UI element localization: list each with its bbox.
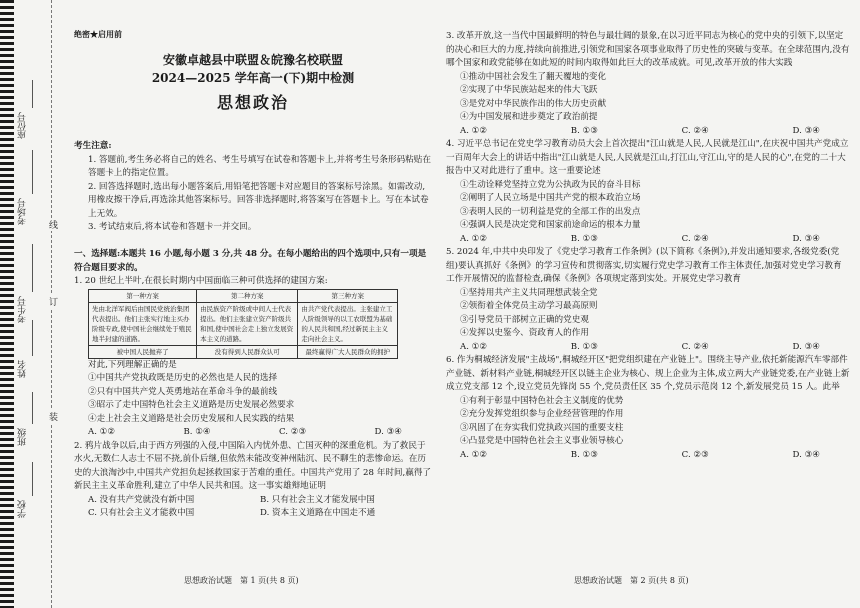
q6-statement: ②充分发挥党组织参与企业经营管理的作用: [460, 409, 624, 419]
cut-mark-ding: 订: [47, 297, 57, 306]
page-1: [74, 0, 432, 608]
notice-item: 1. 答题前,考生务必将自己的姓名、考生号填写在试卷和答题卡上,并将考生号条形码粘贴在答题卡上的指定位置。: [88, 154, 431, 178]
table-header: 第一种方案: [89, 289, 197, 302]
notice-item: 2. 回答选择题时,选出每小题答案后,用铅笔把答题卡对应题目的答案标号涂黑。如需改动,用橡皮擦干净后,再选涂其他答案标号。回答非选择题时,将答案写在答题卡上。写在本试卷上无效。: [88, 181, 429, 219]
question-4-stem: 4. 习近平总书记在党史学习教育动员大会上首次提出"江山就是人民,人民就是江山",在庆祝中国共产党成立一百周年大会上的讲话中指出"江山就是人民,人民就是江山,打江山,守江山,守的是人民的心",在党的二十大报告中又对此进行了重申。这一重要论述: [446, 139, 849, 176]
q3-option-c[interactable]: C. ②④: [681, 125, 709, 136]
table-cell: 最终赢得广大人民群众的拥护: [298, 345, 398, 358]
scheme-table: [88, 289, 398, 359]
q5-statement: ①坚持用共产主义共同理想武装全党: [460, 287, 598, 298]
q6-statement: ④凸显党是中国特色社会主义事业领导核心: [460, 436, 624, 446]
q4-statement: ①生动诠释党坚持立党为公执政为民的奋斗目标: [460, 179, 641, 190]
q3-statement: ④为中国发展和进步奠定了政治前提: [460, 112, 598, 122]
q3-option-b[interactable]: B. ①③: [570, 125, 598, 136]
q3-statement: ②实现了中华民族站起来的伟大飞跃: [460, 85, 598, 95]
q5-statement: ④发挥以史鉴今、资政育人的作用: [460, 328, 589, 338]
q4-statement: ②阐明了人民立场是中国共产党的根本政治立场: [460, 193, 641, 203]
question-2-stem: 2. 鸦片战争以后,由于西方列强的入侵,中国陷入内忧外患、亡国灭种的深重危机。为了救民于水火,无数仁人志士不屈不挠,前仆后继,但依然未能改变神州陆沉、民不聊生的悲惨命运。在历史的大浪淘沙中,中国共产党担负起拯救国家于苦难的重任。中国共产党用了 28 年时间,赢得了新民主主义革命胜利,建立了中华人民共和国。这一事实雄辩地证明: [74, 440, 432, 491]
q5-option-c[interactable]: C. ②④: [681, 341, 709, 352]
candidate-number-line: [32, 244, 34, 292]
seat-number-line: [32, 80, 34, 108]
q2-option-c[interactable]: C. 只有社会主义才能救中国: [88, 508, 195, 518]
school-line: [32, 462, 34, 496]
binding-strip: [0, 0, 14, 608]
page-1-footer: 思想政治试题 第 1 页(共 8 页): [184, 576, 299, 585]
q6-option-a[interactable]: A. ①②: [460, 449, 488, 460]
notice-title: 考生注意:: [74, 141, 112, 151]
q6-option-b[interactable]: B. ①③: [570, 449, 598, 460]
q2-option-b[interactable]: B. 只有社会主义才能发展中国: [260, 494, 375, 505]
section-one: [74, 248, 432, 521]
subject-title: 思想政治: [216, 93, 289, 112]
q4-statement: ④强调人民是决定党和国家前途命运的根本力量: [460, 220, 641, 230]
q5-option-a[interactable]: A. ①②: [460, 341, 488, 352]
q1-statement: ②只有中国共产党人英勇地站在革命斗争的最前线: [88, 386, 278, 397]
candidate-number-label: 考生号: [18, 296, 28, 323]
q6-option-c[interactable]: C. ②③: [681, 449, 709, 460]
exam-room-label: 考场号: [18, 198, 28, 225]
q3-option-d[interactable]: D. ③④: [792, 125, 820, 136]
q6-option-d[interactable]: D. ③④: [792, 449, 820, 460]
name-label: 姓名: [18, 360, 28, 378]
q4-statement: ③表明人民的一切利益是党的全部工作的出发点: [460, 206, 641, 217]
q5-options: [446, 341, 850, 355]
q5-statement: ②领衔着全体党员主动学习最高原则: [460, 301, 598, 311]
table-cell: 没有得到人民群众认可: [197, 345, 298, 358]
q5-option-b[interactable]: B. ①③: [570, 341, 598, 352]
binding-margin: [14, 0, 74, 608]
q4-option-c[interactable]: C. ②④: [681, 233, 709, 244]
q3-statement: ③是党对中华民族作出的伟大历史贡献: [460, 98, 607, 109]
q1-option-d[interactable]: D. ③④: [374, 427, 402, 437]
table-cell: 由民族资产阶级或中间人士代表提出。他们主张建立资产阶级共和国,使中国社会走上独立发展资本主义的道路。: [197, 302, 298, 345]
question-3: [446, 30, 850, 462]
question-1-prompt: 对此,下列理解正确的是: [88, 359, 177, 370]
table-cell: 被中国人民抛弃了: [89, 345, 197, 358]
q1-option-a[interactable]: A. ①②: [88, 427, 116, 437]
seat-number-label: 座位号: [18, 112, 28, 139]
q1-statement: ③昭示了走中国特色社会主义道路是历史发展必然要求: [88, 400, 295, 410]
section-instructions: 一、选择题:本题共 16 小题,每小题 3 分,共 48 分。在每小题给出的四个选项中,只有一项是符合题目要求的。: [74, 249, 427, 273]
q3-option-a[interactable]: A. ①②: [460, 125, 488, 136]
exam-room-line: [32, 150, 34, 194]
question-5-stem: 5. 2024 年,中共中央印发了《党史学习教育工作条例》(以下简称《条例》),并发出通知要求,各级党委(党组)要认真抓好《条例》的学习宣传和贯彻落实,切实履行党史学习教育工作主体责任,加强对党史学习教育工作开展情况的监督检查,确保《条例》各项规定落到实处。开展党史学习教育: [446, 247, 842, 284]
confidential-mark: 绝密★启用前: [74, 29, 122, 39]
q4-options: [446, 233, 850, 247]
q5-statement: ③引导党员干部树立正确的党史观: [460, 314, 589, 325]
table-header: 第三种方案: [298, 289, 398, 302]
q4-option-b[interactable]: B. ①③: [570, 233, 598, 244]
name-line: [32, 320, 34, 356]
q1-statement: ④走上社会主义道路是社会历史发展和人民实践的结果: [88, 413, 295, 424]
exam-title: 2024—2025 学年高一(下)期中检测: [151, 71, 355, 85]
q1-options: [74, 426, 432, 440]
question-3-stem: 3. 改革开放,这一当代中国最鲜明的特色与最壮阔的景象,在以习近平同志为核心的党中央的引领下,以坚定的决心和巨大的力度,持续向前推进,引领党和国家各项事业取得了历史性的突破与变革。在全球范围内,没有哪个国家和政党能够在如此短的时间内取得如此巨大的改革成就。可见,改革开放的伟大实践: [446, 31, 850, 68]
q2-option-a[interactable]: A. 没有共产党就没有新中国: [88, 494, 195, 505]
class-label: 班级: [18, 428, 28, 446]
table-cell: 先由北洋军阀后由国民党统治集团代表提出。他们主张实行地主买办阶级专政,使中国社会继续处于殖民地半封建的道路。: [89, 302, 197, 345]
cut-mark-xian: 线: [47, 220, 57, 229]
question-6-stem: 6. 作为桐城经济发展"主战场",桐城经开区"把党组织建在产业链上"。围绕主导产业,依托新能源汽车零部件产业链、新材料产业链,桐城经开区以链主企业为核心、规上企业为主体,成立两大产业链党委,在产业链上新成立党支部 12 个,设立党员先锋岗 55 个,党员责任区 35 个,党员示范岗 12 个,新发展党员 15 人。此举: [446, 355, 850, 392]
q3-options: [446, 125, 850, 139]
table-header: 第二种方案: [197, 289, 298, 302]
q6-statement: ③巩固了在夯实我们党执政兴国的重要支柱: [460, 422, 624, 433]
q6-options: [446, 449, 850, 463]
q2-options: [74, 494, 432, 521]
notice-block: [74, 140, 432, 235]
alliance-title: 安徽卓越县中联盟＆皖豫名校联盟: [162, 53, 343, 67]
q5-option-d[interactable]: D. ③④: [792, 341, 820, 352]
school-label: 学校: [18, 500, 28, 518]
q3-statement: ①推动中国社会发生了翻天覆地的变化: [460, 71, 607, 82]
q4-option-d[interactable]: D. ③④: [792, 233, 820, 244]
q1-option-c[interactable]: C. ②③: [279, 427, 307, 437]
q1-option-b[interactable]: B. ①④: [183, 427, 211, 437]
question-1-stem: 1. 20 世纪上半叶,在很长时期内中国面临三种可供选择的建国方案:: [74, 276, 328, 286]
page-2: [446, 0, 850, 608]
q4-option-a[interactable]: A. ①②: [460, 233, 488, 244]
q1-statement: ①中国共产党执政既是历史的必然也是人民的选择: [88, 373, 278, 383]
table-cell: 由共产党代表提出。主张建立工人阶级领导的以工农联盟为基础的人民共和国,经过新民主主义走向社会主义。: [298, 302, 398, 345]
q6-statement: ①有利于彰显中国特色社会主义制度的优势: [460, 395, 624, 406]
q2-option-d[interactable]: D. 资本主义道路在中国走不通: [260, 508, 376, 518]
notice-item: 3. 考试结束后,将本试卷和答题卡一并交回。: [88, 222, 257, 232]
class-line: [32, 392, 34, 424]
page-2-footer: 思想政治试题 第 2 页(共 8 页): [574, 576, 689, 585]
cut-mark-zhuang: 装: [47, 412, 57, 421]
